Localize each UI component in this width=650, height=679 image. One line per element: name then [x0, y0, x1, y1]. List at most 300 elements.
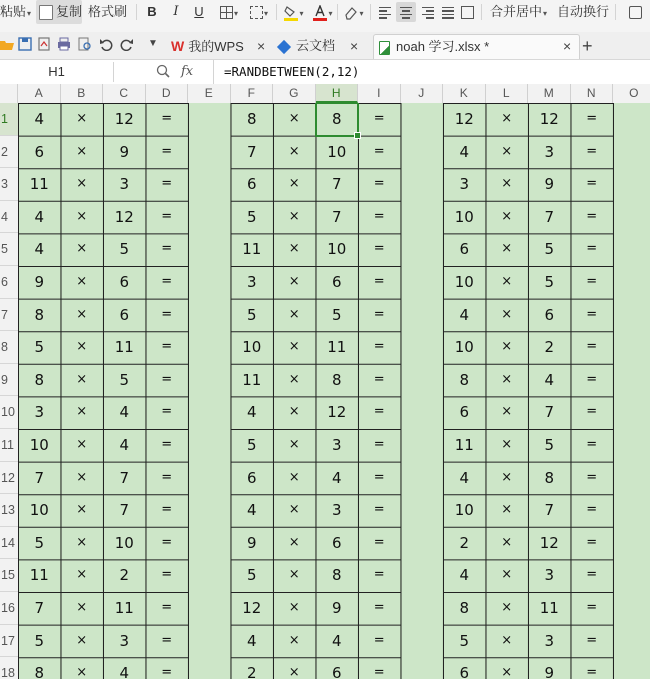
- multiply-sign-cell[interactable]: ×: [288, 143, 300, 159]
- tab-cloud-docs-close-icon[interactable]: ×: [350, 38, 359, 54]
- equals-sign-cell[interactable]: =: [373, 665, 385, 679]
- number-cell-c15[interactable]: 2: [119, 566, 130, 585]
- equals-sign-cell[interactable]: =: [161, 632, 173, 648]
- row-header-11[interactable]: 11: [0, 429, 18, 462]
- multiply-sign-cell[interactable]: ×: [76, 665, 88, 679]
- number-cell-c8[interactable]: 11: [114, 338, 134, 357]
- number-cell-k10[interactable]: 6: [459, 403, 470, 422]
- multiply-sign-cell[interactable]: ×: [76, 534, 88, 550]
- number-cell-a14[interactable]: 5: [34, 533, 45, 552]
- number-cell-k8[interactable]: 10: [454, 338, 474, 357]
- multiply-sign-cell[interactable]: ×: [501, 437, 513, 452]
- multiply-sign-cell[interactable]: ×: [501, 600, 513, 615]
- fill-color-dropdown-arrow[interactable]: ▾: [299, 9, 304, 18]
- multiply-sign-cell[interactable]: ×: [76, 208, 88, 224]
- row-header-14[interactable]: 14: [0, 527, 18, 560]
- equals-sign-cell[interactable]: =: [373, 306, 385, 322]
- multiply-sign-cell[interactable]: ×: [501, 665, 513, 679]
- equals-sign-cell[interactable]: =: [161, 208, 173, 224]
- equals-sign-cell[interactable]: =: [586, 111, 598, 126]
- number-cell-k2[interactable]: 4: [459, 142, 470, 161]
- multiply-sign-cell[interactable]: ×: [76, 502, 88, 518]
- equals-sign-cell[interactable]: =: [373, 600, 385, 615]
- equals-sign-cell[interactable]: =: [373, 534, 385, 550]
- equals-sign-cell[interactable]: =: [161, 600, 173, 615]
- row-header-16[interactable]: 16: [0, 592, 18, 625]
- multiply-sign-cell[interactable]: ×: [501, 306, 513, 322]
- equals-sign-cell[interactable]: =: [586, 600, 598, 615]
- export-pdf-icon[interactable]: [37, 37, 51, 51]
- zoom-magnifier-icon[interactable]: [156, 64, 170, 81]
- number-cell-h9[interactable]: 8: [331, 370, 342, 389]
- bold-button[interactable]: B: [147, 4, 157, 19]
- number-cell-f12[interactable]: 6: [246, 468, 257, 487]
- number-cell-c7[interactable]: 6: [119, 305, 130, 324]
- multiply-sign-cell[interactable]: ×: [76, 404, 88, 420]
- number-cell-c3[interactable]: 3: [119, 175, 130, 194]
- number-cell-a15[interactable]: 11: [29, 566, 49, 585]
- number-cell-f13[interactable]: 4: [246, 501, 257, 520]
- number-cell-c10[interactable]: 4: [119, 403, 130, 422]
- insert-function-button[interactable]: fx: [181, 64, 194, 79]
- multiply-sign-cell[interactable]: ×: [76, 241, 88, 257]
- number-cell-f14[interactable]: 9: [246, 533, 257, 552]
- number-cell-c4[interactable]: 12: [114, 207, 134, 226]
- equals-sign-cell[interactable]: =: [161, 437, 173, 452]
- copy-button[interactable]: [36, 0, 82, 24]
- equals-sign-cell[interactable]: =: [161, 665, 173, 679]
- number-cell-a2[interactable]: 6: [34, 142, 45, 161]
- column-header-l[interactable]: L: [486, 84, 529, 103]
- paste-dropdown-arrow[interactable]: ▾: [27, 9, 32, 18]
- number-cell-h11[interactable]: 3: [331, 436, 342, 454]
- multiply-sign-cell[interactable]: ×: [288, 600, 300, 615]
- column-header-b[interactable]: B: [61, 84, 104, 103]
- column-header-a[interactable]: A: [18, 84, 61, 103]
- number-cell-f3[interactable]: 6: [246, 175, 257, 194]
- font-color-button[interactable]: [310, 2, 336, 22]
- number-cell-h14[interactable]: 6: [331, 533, 342, 552]
- number-cell-m17[interactable]: 3: [544, 631, 555, 650]
- number-cell-c14[interactable]: 10: [114, 533, 134, 552]
- tab-my-wps-close-icon[interactable]: ×: [257, 38, 266, 54]
- number-cell-a5[interactable]: 4: [34, 240, 45, 259]
- multiply-sign-cell[interactable]: ×: [76, 111, 88, 126]
- number-cell-k1[interactable]: 12: [454, 110, 474, 128]
- number-cell-h2[interactable]: 10: [327, 142, 347, 161]
- save-icon[interactable]: [18, 37, 32, 51]
- multiply-sign-cell[interactable]: ×: [501, 534, 513, 550]
- number-cell-k5[interactable]: 6: [459, 240, 470, 259]
- row-header-15[interactable]: 15: [0, 559, 18, 592]
- multiply-sign-cell[interactable]: ×: [501, 339, 513, 355]
- equals-sign-cell[interactable]: =: [373, 143, 385, 159]
- equals-sign-cell[interactable]: =: [373, 502, 385, 518]
- formula-input[interactable]: =RANDBETWEEN(2,12): [213, 60, 650, 84]
- number-cell-a8[interactable]: 5: [34, 338, 45, 357]
- number-cell-m1[interactable]: 12: [539, 110, 559, 128]
- number-cell-f16[interactable]: 12: [242, 599, 262, 617]
- new-tab-plus-icon[interactable]: +: [582, 36, 593, 56]
- number-cell-k18[interactable]: 6: [459, 664, 470, 679]
- multiply-sign-cell[interactable]: ×: [501, 274, 513, 289]
- number-cell-a13[interactable]: 10: [29, 501, 49, 520]
- multiply-sign-cell[interactable]: ×: [501, 404, 513, 420]
- number-cell-f8[interactable]: 10: [242, 338, 262, 357]
- number-cell-f1[interactable]: 8: [246, 110, 257, 128]
- number-cell-c12[interactable]: 7: [119, 468, 130, 487]
- equals-sign-cell[interactable]: =: [586, 241, 598, 257]
- number-cell-a10[interactable]: 3: [34, 403, 45, 422]
- number-cell-k6[interactable]: 10: [454, 273, 474, 291]
- number-cell-m10[interactable]: 7: [544, 403, 555, 422]
- multiply-sign-cell[interactable]: ×: [288, 632, 300, 648]
- equals-sign-cell[interactable]: =: [373, 274, 385, 289]
- equals-sign-cell[interactable]: =: [373, 404, 385, 420]
- align-left-button[interactable]: [376, 2, 394, 22]
- equals-sign-cell[interactable]: =: [373, 241, 385, 257]
- number-cell-c9[interactable]: 5: [119, 370, 130, 389]
- merge-cells-dropdown-arrow[interactable]: ▾: [263, 9, 268, 18]
- number-cell-k14[interactable]: 2: [459, 533, 470, 552]
- more-ribbon-button[interactable]: [624, 2, 646, 22]
- number-cell-m5[interactable]: 5: [544, 240, 555, 259]
- print-icon[interactable]: [57, 37, 71, 51]
- number-cell-h5[interactable]: 10: [327, 240, 347, 259]
- number-cell-m6[interactable]: 5: [544, 273, 555, 291]
- number-cell-a12[interactable]: 7: [34, 468, 45, 487]
- column-header-c[interactable]: C: [103, 84, 146, 103]
- equals-sign-cell[interactable]: =: [161, 502, 173, 518]
- equals-sign-cell[interactable]: =: [373, 469, 385, 485]
- equals-sign-cell[interactable]: =: [161, 111, 173, 126]
- number-cell-a4[interactable]: 4: [34, 207, 45, 226]
- equals-sign-cell[interactable]: =: [161, 176, 173, 192]
- number-cell-m12[interactable]: 8: [544, 468, 555, 487]
- multiply-sign-cell[interactable]: ×: [288, 371, 300, 387]
- multiply-sign-cell[interactable]: ×: [288, 534, 300, 550]
- number-cell-c5[interactable]: 5: [119, 240, 130, 259]
- tab-noah-xlsx[interactable]: [373, 34, 580, 59]
- row-header-2[interactable]: 2: [0, 136, 18, 169]
- number-cell-c1[interactable]: 12: [114, 110, 134, 128]
- column-header-h[interactable]: H: [316, 84, 359, 103]
- print-preview-icon[interactable]: [78, 37, 92, 51]
- equals-sign-cell[interactable]: =: [373, 176, 385, 192]
- equals-sign-cell[interactable]: =: [373, 437, 385, 452]
- name-box[interactable]: H1: [0, 62, 114, 82]
- number-cell-f15[interactable]: 5: [246, 566, 257, 585]
- number-cell-h4[interactable]: 7: [331, 207, 342, 226]
- equals-sign-cell[interactable]: =: [586, 632, 598, 648]
- number-cell-m4[interactable]: 7: [544, 207, 555, 226]
- equals-sign-cell[interactable]: =: [373, 208, 385, 224]
- number-cell-m3[interactable]: 9: [544, 175, 555, 194]
- merge-center-button[interactable]: [490, 0, 552, 24]
- tab-noah-xlsx-label: noah 学习.xlsx *: [396, 39, 490, 54]
- number-cell-f17[interactable]: 4: [246, 631, 257, 650]
- equals-sign-cell[interactable]: =: [373, 339, 385, 355]
- merge-center-dropdown-arrow[interactable]: ▾: [543, 9, 548, 18]
- number-cell-f11[interactable]: 5: [246, 436, 257, 454]
- redo-icon[interactable]: [120, 37, 134, 51]
- number-cell-h16[interactable]: 9: [331, 599, 342, 617]
- multiply-sign-cell[interactable]: ×: [501, 208, 513, 224]
- multiply-sign-cell[interactable]: ×: [76, 274, 88, 289]
- multiply-sign-cell[interactable]: ×: [288, 306, 300, 322]
- multiply-sign-cell[interactable]: ×: [76, 567, 88, 583]
- row-header-10[interactable]: 10: [0, 396, 18, 429]
- number-cell-h3[interactable]: 7: [331, 175, 342, 194]
- worksheet-grid[interactable]: [18, 103, 650, 679]
- equals-sign-cell[interactable]: =: [161, 143, 173, 159]
- equals-sign-cell[interactable]: =: [161, 241, 173, 257]
- number-cell-f5[interactable]: 11: [242, 240, 262, 259]
- column-header-n[interactable]: N: [571, 84, 614, 103]
- number-cell-f10[interactable]: 4: [246, 403, 257, 422]
- number-cell-k3[interactable]: 3: [459, 175, 470, 194]
- row-header-12[interactable]: 12: [0, 462, 18, 495]
- multiply-sign-cell[interactable]: ×: [76, 339, 88, 355]
- number-cell-f2[interactable]: 7: [246, 142, 257, 161]
- row-header-7[interactable]: 7: [0, 299, 18, 332]
- column-header-d[interactable]: D: [146, 84, 189, 103]
- multiply-sign-cell[interactable]: ×: [288, 339, 300, 355]
- number-cell-a3[interactable]: 11: [29, 175, 49, 194]
- row-header-8[interactable]: 8: [0, 331, 18, 364]
- number-cell-m2[interactable]: 3: [544, 142, 555, 161]
- number-cell-c18[interactable]: 4: [119, 664, 130, 679]
- wrap-text-button[interactable]: [557, 0, 611, 24]
- equals-sign-cell[interactable]: =: [161, 469, 173, 485]
- equals-sign-cell[interactable]: =: [586, 665, 598, 679]
- equals-sign-cell[interactable]: =: [373, 371, 385, 387]
- number-cell-f4[interactable]: 5: [246, 207, 257, 226]
- equals-sign-cell[interactable]: =: [586, 534, 598, 550]
- column-header-j[interactable]: J: [401, 84, 444, 103]
- equals-sign-cell[interactable]: =: [161, 404, 173, 420]
- clear-format-dropdown-arrow[interactable]: ▾: [359, 9, 364, 18]
- multiply-sign-cell[interactable]: ×: [76, 437, 88, 452]
- column-header-o[interactable]: O: [613, 84, 650, 103]
- distributed-align-icon: [461, 6, 474, 19]
- multiply-sign-cell[interactable]: ×: [288, 274, 300, 289]
- number-cell-a9[interactable]: 8: [34, 370, 45, 389]
- row-header-3[interactable]: 3: [0, 168, 18, 201]
- equals-sign-cell[interactable]: =: [586, 143, 598, 159]
- row-header-13[interactable]: 13: [0, 494, 18, 527]
- number-cell-h13[interactable]: 3: [331, 501, 342, 520]
- number-cell-a18[interactable]: 8: [34, 664, 45, 679]
- number-cell-c16[interactable]: 11: [114, 599, 134, 617]
- equals-sign-cell[interactable]: =: [161, 534, 173, 550]
- multiply-sign-cell[interactable]: ×: [76, 371, 88, 387]
- undo-icon[interactable]: [99, 37, 113, 51]
- multiply-sign-cell[interactable]: ×: [501, 111, 513, 126]
- align-right-button[interactable]: [419, 2, 437, 22]
- multiply-sign-cell[interactable]: ×: [288, 111, 300, 126]
- number-cell-m13[interactable]: 7: [544, 501, 555, 520]
- distributed-align-button[interactable]: [458, 2, 476, 22]
- multiply-sign-cell[interactable]: ×: [288, 437, 300, 452]
- row-header-4[interactable]: 4: [0, 201, 18, 234]
- number-cell-k17[interactable]: 5: [459, 631, 470, 650]
- multiply-sign-cell[interactable]: ×: [76, 176, 88, 192]
- wrap-text-label: 自动换行: [557, 4, 610, 19]
- number-cell-m8[interactable]: 2: [544, 338, 555, 357]
- number-cell-k9[interactable]: 8: [459, 370, 470, 389]
- multiply-sign-cell[interactable]: ×: [288, 567, 300, 583]
- equals-sign-cell[interactable]: =: [373, 632, 385, 648]
- multiply-sign-cell[interactable]: ×: [288, 176, 300, 192]
- multiply-sign-cell[interactable]: ×: [501, 469, 513, 485]
- number-cell-h10[interactable]: 12: [327, 403, 347, 422]
- number-cell-h18[interactable]: 6: [331, 664, 342, 679]
- number-cell-f9[interactable]: 11: [242, 370, 262, 389]
- equals-sign-cell[interactable]: =: [586, 306, 598, 322]
- multiply-sign-cell[interactable]: ×: [76, 143, 88, 159]
- multiply-sign-cell[interactable]: ×: [288, 469, 300, 485]
- row-header-18[interactable]: 18: [0, 657, 18, 679]
- equals-sign-cell[interactable]: =: [161, 567, 173, 583]
- multiply-sign-cell[interactable]: ×: [501, 176, 513, 192]
- open-folder-icon[interactable]: [0, 37, 14, 51]
- number-cell-k13[interactable]: 10: [454, 501, 474, 520]
- equals-sign-cell[interactable]: =: [586, 502, 598, 518]
- column-header-f[interactable]: F: [231, 84, 274, 103]
- column-header-k[interactable]: K: [443, 84, 486, 103]
- number-cell-h7[interactable]: 5: [331, 305, 342, 324]
- equals-sign-cell[interactable]: =: [586, 339, 598, 355]
- merge-cells-button[interactable]: [246, 2, 272, 22]
- equals-sign-cell[interactable]: =: [161, 274, 173, 289]
- equals-sign-cell[interactable]: =: [586, 567, 598, 583]
- number-cell-a6[interactable]: 9: [34, 273, 45, 291]
- number-cell-a17[interactable]: 5: [34, 631, 45, 650]
- equals-sign-cell[interactable]: =: [161, 306, 173, 322]
- clear-format-button[interactable]: [341, 2, 367, 22]
- number-cell-m18[interactable]: 9: [544, 664, 555, 679]
- number-cell-m11[interactable]: 5: [544, 436, 555, 454]
- column-header-g[interactable]: G: [273, 84, 316, 103]
- row-header-17[interactable]: 17: [0, 625, 18, 658]
- number-cell-f7[interactable]: 5: [246, 305, 257, 324]
- multiply-sign-cell[interactable]: ×: [288, 404, 300, 420]
- paste-button[interactable]: [0, 0, 31, 24]
- equals-sign-cell[interactable]: =: [586, 208, 598, 224]
- equals-sign-cell[interactable]: =: [373, 567, 385, 583]
- column-header-i[interactable]: I: [358, 84, 401, 103]
- tab-my-wps[interactable]: [171, 34, 264, 58]
- equals-sign-cell[interactable]: =: [586, 469, 598, 485]
- number-cell-a11[interactable]: 10: [29, 436, 49, 454]
- font-color-dropdown-arrow[interactable]: ▾: [328, 9, 333, 18]
- number-cell-m15[interactable]: 3: [544, 566, 555, 585]
- justify-button[interactable]: [439, 2, 457, 22]
- column-header-e[interactable]: E: [188, 84, 231, 103]
- number-cell-c2[interactable]: 9: [119, 142, 130, 161]
- multiply-sign-cell[interactable]: ×: [288, 665, 300, 679]
- number-cell-c6[interactable]: 6: [119, 273, 130, 291]
- tab-noah-xlsx-close-icon[interactable]: ×: [563, 38, 572, 54]
- number-cell-m9[interactable]: 4: [544, 370, 555, 389]
- equals-sign-cell[interactable]: =: [161, 371, 173, 387]
- number-cell-k4[interactable]: 10: [454, 207, 474, 226]
- number-cell-c17[interactable]: 3: [119, 631, 130, 650]
- align-center-button[interactable]: [396, 2, 416, 22]
- number-cell-k16[interactable]: 8: [459, 599, 470, 617]
- column-header-m[interactable]: M: [528, 84, 571, 103]
- number-cell-h6[interactable]: 6: [331, 273, 342, 291]
- multiply-sign-cell[interactable]: ×: [76, 632, 88, 648]
- number-cell-c13[interactable]: 7: [119, 501, 130, 520]
- row-header-1[interactable]: 1: [0, 103, 18, 136]
- multiply-sign-cell[interactable]: ×: [288, 502, 300, 518]
- number-cell-h17[interactable]: 4: [331, 631, 342, 650]
- underline-button[interactable]: U: [194, 4, 204, 19]
- equals-sign-cell[interactable]: =: [586, 437, 598, 452]
- equals-sign-cell[interactable]: =: [586, 176, 598, 192]
- number-cell-f6[interactable]: 3: [246, 273, 257, 291]
- equals-sign-cell[interactable]: =: [161, 339, 173, 355]
- number-cell-h15[interactable]: 8: [331, 566, 342, 585]
- number-cell-a7[interactable]: 8: [34, 305, 45, 324]
- multiply-sign-cell[interactable]: ×: [501, 632, 513, 648]
- italic-button[interactable]: I: [173, 4, 179, 19]
- fill-color-button[interactable]: [281, 2, 307, 22]
- customize-toolbar-chevron-icon[interactable]: ▼: [148, 38, 158, 49]
- multiply-sign-cell[interactable]: ×: [501, 502, 513, 518]
- multiply-sign-cell[interactable]: ×: [501, 241, 513, 257]
- borders-dropdown-arrow[interactable]: ▾: [233, 9, 238, 18]
- equals-sign-cell[interactable]: =: [373, 111, 385, 126]
- borders-button[interactable]: [216, 2, 242, 22]
- number-cell-h12[interactable]: 4: [331, 468, 342, 487]
- multiply-sign-cell[interactable]: ×: [288, 241, 300, 257]
- equals-sign-cell[interactable]: =: [586, 274, 598, 289]
- number-cell-f18[interactable]: 2: [246, 664, 257, 679]
- number-cell-k12[interactable]: 4: [459, 468, 470, 487]
- number-cell-h8[interactable]: 11: [327, 338, 347, 357]
- equals-sign-cell[interactable]: =: [586, 404, 598, 420]
- tab-cloud-docs[interactable]: [277, 34, 357, 58]
- number-cell-a1[interactable]: 4: [34, 110, 45, 128]
- number-cell-c11[interactable]: 4: [119, 436, 130, 454]
- number-cell-h1[interactable]: 8: [331, 110, 342, 128]
- equals-sign-cell[interactable]: =: [586, 371, 598, 387]
- select-all-corner[interactable]: [0, 84, 18, 103]
- row-header-6[interactable]: 6: [0, 266, 18, 299]
- multiply-sign-cell[interactable]: ×: [501, 567, 513, 583]
- row-header-9[interactable]: 9: [0, 364, 18, 397]
- multiply-sign-cell[interactable]: ×: [501, 371, 513, 387]
- number-cell-a16[interactable]: 7: [34, 599, 45, 617]
- number-cell-m7[interactable]: 6: [544, 305, 555, 324]
- row-header-5[interactable]: 5: [0, 233, 18, 266]
- format-painter-button[interactable]: [88, 0, 128, 24]
- number-cell-m14[interactable]: 12: [539, 533, 559, 552]
- divider: [481, 4, 482, 20]
- multiply-sign-cell[interactable]: ×: [288, 208, 300, 224]
- number-cell-m16[interactable]: 11: [539, 599, 559, 617]
- multiply-sign-cell[interactable]: ×: [76, 600, 88, 615]
- number-cell-k7[interactable]: 4: [459, 305, 470, 324]
- number-cell-k15[interactable]: 4: [459, 566, 470, 585]
- multiply-sign-cell[interactable]: ×: [76, 306, 88, 322]
- multiply-sign-cell[interactable]: ×: [501, 143, 513, 159]
- number-cell-k11[interactable]: 11: [454, 436, 474, 454]
- multiply-sign-cell[interactable]: ×: [76, 469, 88, 485]
